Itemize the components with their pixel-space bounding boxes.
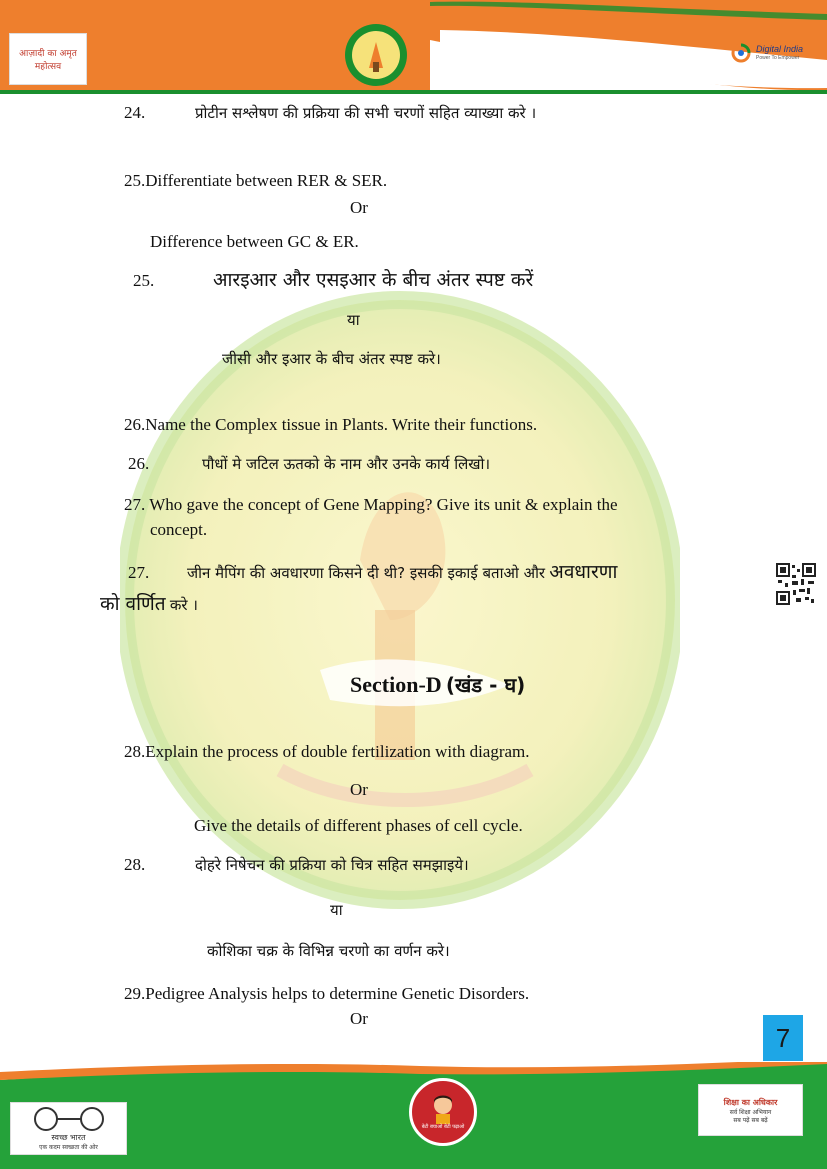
question-28-english: 28.Explain the process of double fertilization with diagram. <box>124 742 530 761</box>
swachh-bharat-logo: स्वच्छ भारत एक कदम स्वच्छता की ओर <box>10 1102 127 1155</box>
question-25-alt-hindi: जीसी और इआर के बीच अंतर स्पष्ट करे। <box>222 350 441 368</box>
question-25-hindi: 25. आरइआर और एसइआर के बीच अंतर स्पष्ट करें <box>133 269 534 291</box>
question-27-english: 27. Who gave the concept of Gene Mapping? Give its unit & explain the <box>124 495 618 514</box>
question-28-hindi: 28. दोहरे निषेचन की प्रक्रिया को चित्र सहित समझाइये। <box>124 855 469 874</box>
rte-logo: शिक्षा का अधिकार सर्व शिक्षा अभियान सब पढ़ें सब बढ़ें <box>698 1084 803 1136</box>
or-divider: Or <box>350 780 368 799</box>
question-27-hindi: 27. जीन मैपिंग की अवधारणा किसने दी थी? इसकी इकाई बताओ और अवधारणा <box>128 561 618 583</box>
ya-divider: या <box>347 311 360 329</box>
question-28-alt-hindi: कोशिका चक्र के विभिन्न चरणो का वर्णन करे। <box>207 942 450 960</box>
qr-code-icon[interactable] <box>776 563 816 605</box>
page-number: 7 <box>763 1015 803 1061</box>
glasses-icon <box>26 1106 112 1132</box>
beti-bachao-logo: बेटी बचाओ बेटी पढ़ाओ <box>409 1078 477 1146</box>
azadi-logo: आज़ादी का अमृत महोत्सव <box>9 33 87 85</box>
or-divider: Or <box>350 198 368 217</box>
question-26-english: 26.Name the Complex tissue in Plants. Write their functions. <box>124 415 538 434</box>
girl-icon <box>427 1094 459 1124</box>
question-26-hindi: 26. पौधों मे जटिल ऊतको के नाम और उनके कार्य लिखो। <box>128 454 491 473</box>
digital-india-logo: Digital India Power To Empower <box>730 40 815 68</box>
or-divider: Or <box>350 1009 368 1028</box>
header-band <box>0 0 827 100</box>
board-seal-logo <box>343 22 409 88</box>
question-27-english-cont: concept. <box>150 520 208 539</box>
question-25-alt-english: Difference between GC & ER. <box>150 232 359 251</box>
question-29-english: 29.Pedigree Analysis helps to determine Genetic Disorders. <box>124 984 530 1003</box>
digital-india-icon <box>730 42 752 64</box>
question-27-hindi-cont: को वर्णित करे । <box>100 593 198 615</box>
question-25-english: 25.Differentiate between RER & SER. <box>124 171 388 190</box>
question-28-alt-english: Give the details of different phases of cell cycle. <box>194 816 523 835</box>
question-24-hindi: 24. प्रोटीन सश्लेषण की प्रक्रिया की सभी चरणों सहित व्याख्या करे । <box>124 103 537 122</box>
section-d-heading: Section-D (खंड - घ) <box>350 672 526 697</box>
ya-divider: या <box>330 901 343 919</box>
